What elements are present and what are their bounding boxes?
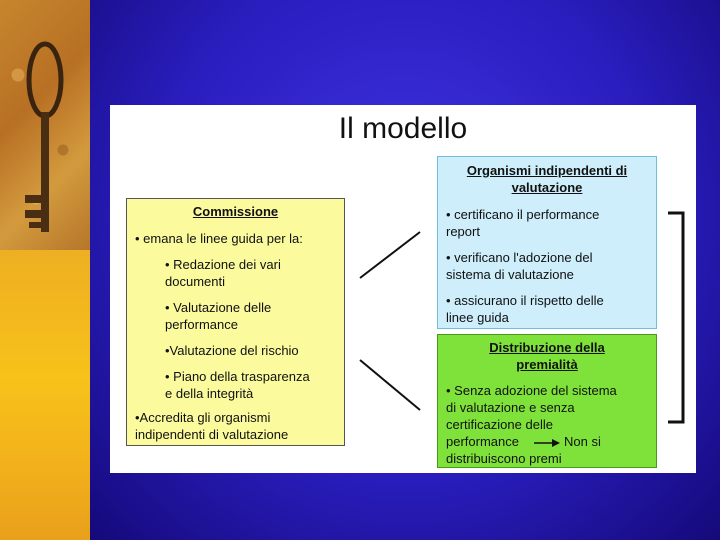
commissione-line: indipendenti di valutazione — [135, 427, 289, 442]
distribuzione-line: performance — [446, 434, 519, 449]
organismi-title-line1: Organismi indipendenti di — [466, 163, 628, 178]
organismi-line: sistema di valutazione — [446, 267, 574, 282]
commissione-title: Commissione — [192, 204, 279, 219]
commissione-line: •Valutazione del rischio — [165, 343, 299, 358]
commissione-line: • emana le linee guida per la: — [135, 231, 303, 246]
commissione-line: • Piano della trasparenza — [165, 369, 310, 384]
organismi-line: • certificano il performance — [446, 207, 600, 222]
connector-to-organismi — [360, 232, 420, 278]
organismi-line: • verificano l'adozione del — [446, 250, 593, 265]
distribuzione-line: distribuiscono premi — [446, 451, 562, 466]
distribuzione-line: • Senza adozione del sistema — [446, 383, 617, 398]
commissione-line: documenti — [165, 274, 225, 289]
organismi-line: report — [446, 224, 480, 239]
right-bracket — [668, 213, 683, 422]
organismi-line: • assicurano il rispetto delle — [446, 293, 604, 308]
connector-to-distribuzione — [360, 360, 420, 410]
distribuzione-title-line2: premialità — [516, 357, 578, 372]
commissione-line: • Redazione dei vari — [165, 257, 281, 272]
slide-title: Il modello — [338, 112, 468, 145]
organismi-line: linee guida — [446, 310, 509, 325]
distribuzione-line: di valutazione e senza — [446, 400, 575, 415]
commissione-line: e della integrità — [165, 386, 254, 401]
distribuzione-title-line1: Distribuzione della — [489, 340, 605, 355]
organismi-title-line2: valutazione — [511, 180, 583, 195]
commissione-line: •Accredita gli organismi — [135, 410, 271, 425]
commissione-line: • Valutazione delle — [165, 300, 272, 315]
commissione-line: performance — [165, 317, 238, 332]
distribuzione-line: Non si — [564, 434, 601, 449]
distribuzione-line: certificazione delle — [446, 417, 553, 432]
